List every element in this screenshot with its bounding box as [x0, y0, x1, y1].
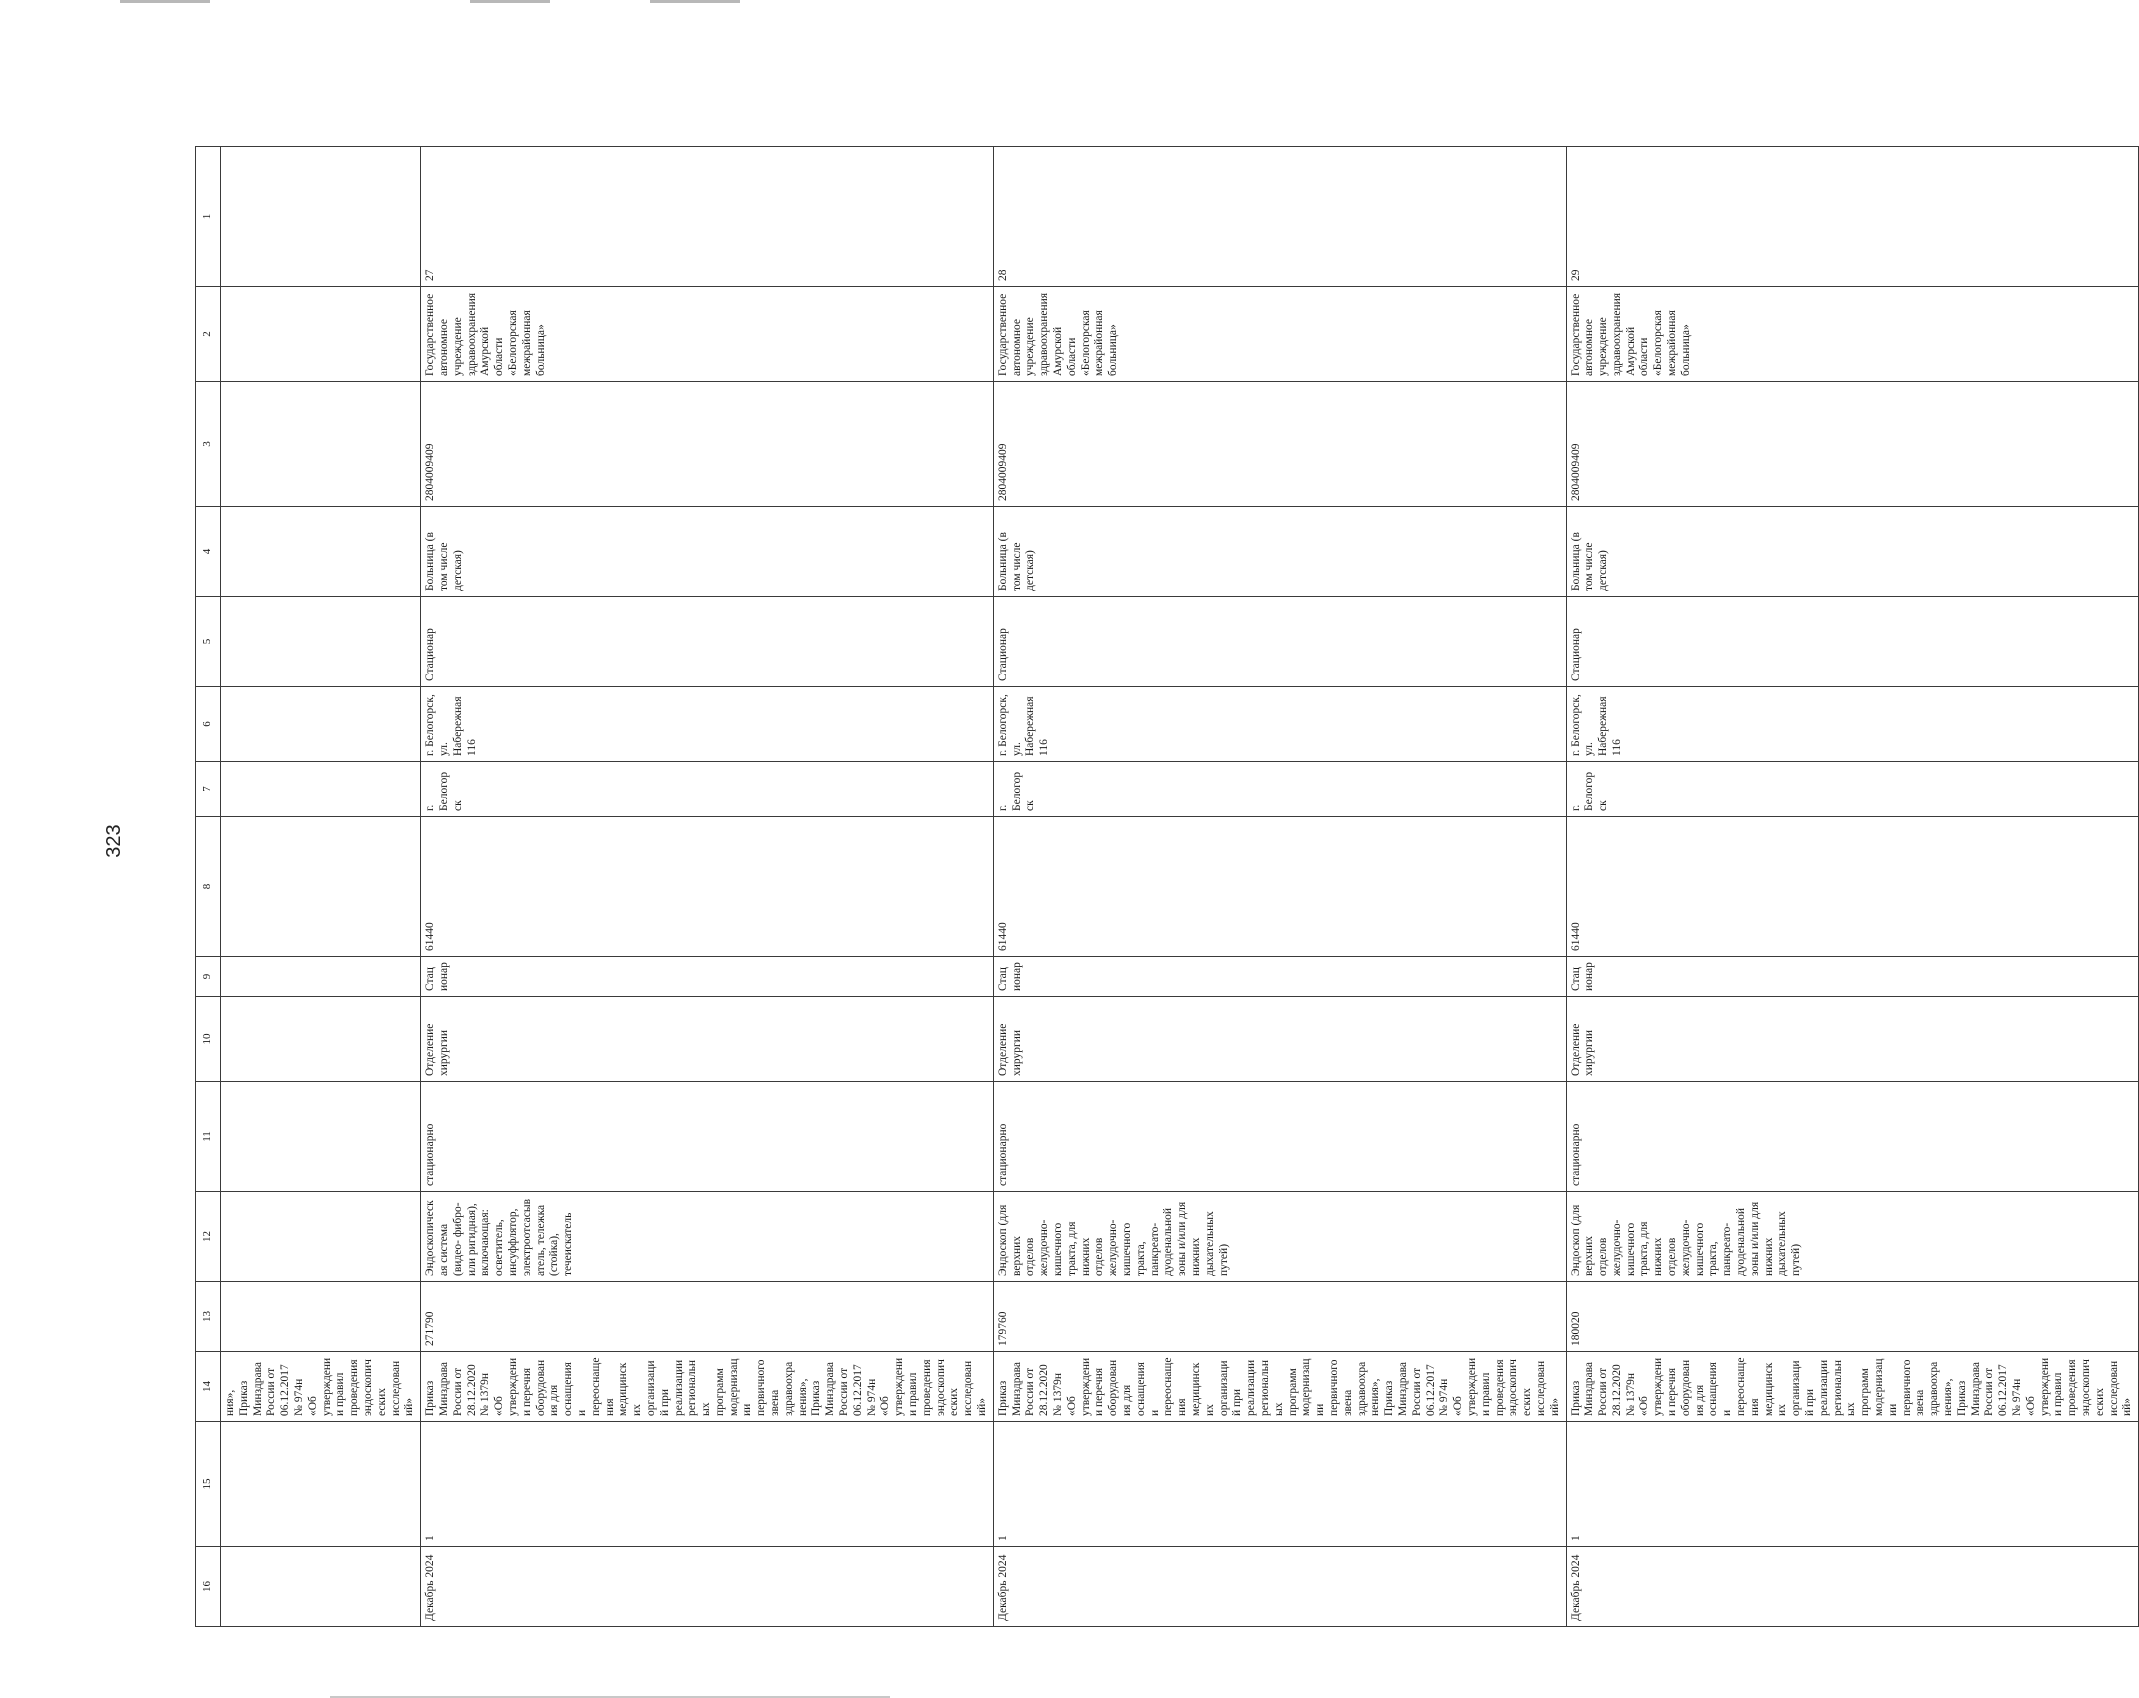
column-number: 11	[196, 1082, 221, 1192]
legal-basis-cell: Приказ Минздрава России от 28.12.2020 № 1379н «Об утверждении перечня оборудования для оснащения и переоснащения медицинских организаций при реализации региональных программ модернизации первичного звена здравоохранения», Приказ Минздрава России от 06.12.2017 № 974н «Об утверждении правил проведения эндоскопических исследований»	[993, 1352, 1566, 1422]
equipment-table	[195, 146, 2139, 1627]
column-number: 13	[196, 1282, 221, 1352]
scan-artifact-top-left	[120, 0, 210, 3]
address-cell: г. Белогорск, ул. Набережная 116	[421, 687, 994, 762]
department-cell: Отделение хирургии	[993, 997, 1566, 1082]
table-row	[421, 147, 994, 1627]
deadline-cell: Декабрь 2024	[1566, 1547, 2139, 1627]
department-cell: Отделение хирургии	[421, 997, 994, 1082]
subtype-cell: Стационар	[993, 597, 1566, 687]
population-cell: 61440	[421, 817, 994, 957]
deadline-cell: Декабрь 2024	[993, 1547, 1566, 1627]
continuation-row	[221, 147, 421, 1627]
care-form-cell: стационарно	[993, 1082, 1566, 1192]
care-form-cell: стационарно	[421, 1082, 994, 1192]
scan-artifact-top-center	[470, 0, 550, 3]
column-number: 2	[196, 287, 221, 382]
equipment-cell: Эндоскопическая система (видео- фибро- или ригидная), включающая: осветитель, инсуффлятор, электроотсасыватель, тележка (стойка), течеискатель	[421, 1192, 994, 1282]
cost-cell: 180020	[1566, 1282, 2139, 1352]
city-cell: г. Белогорск	[993, 762, 1566, 817]
type-cell: Больница (в том числе детская)	[1566, 507, 2139, 597]
row-number-cell: 29	[1566, 147, 2139, 287]
column-number: 8	[196, 817, 221, 957]
city-cell: г. Белогорск	[421, 762, 994, 817]
rotated-table-sheet	[195, 147, 2134, 1627]
column-number: 3	[196, 382, 221, 507]
department-cell: Отделение хирургии	[1566, 997, 2139, 1082]
column-number: 10	[196, 997, 221, 1082]
column-number: 9	[196, 957, 221, 997]
care-condition-cell: Стационар	[993, 957, 1566, 997]
subtype-cell: Стационар	[1566, 597, 2139, 687]
column-number: 7	[196, 762, 221, 817]
page-number: 323	[103, 824, 125, 858]
type-cell: Больница (в том числе детская)	[421, 507, 994, 597]
inn-cell: 2804009409	[993, 382, 1566, 507]
column-number: 14	[196, 1352, 221, 1422]
legal-basis-cell: Приказ Минздрава России от 28.12.2020 № 1379н «Об утверждении перечня оборудования для оснащения и переоснащения медицинских организаций при реализации региональных программ модернизации первичного звена здравоохранения», Приказ Минздрава России от 06.12.2017 № 974н «Об утверждении правил проведения эндоскопических исследований»	[421, 1352, 994, 1422]
deadline-cell: Декабрь 2024	[421, 1547, 994, 1627]
care-condition-cell: Стационар	[1566, 957, 2139, 997]
column-number: 1	[196, 147, 221, 287]
column-number: 5	[196, 597, 221, 687]
organization-cell: Государственное автономное учреждение здравоохранения Амурской области «Белогорская межрайонная больница»	[993, 287, 1566, 382]
equipment-cell: Эндоскоп (для верхних отделов желудочно-кишечного тракта, для нижних отделов желудочно-кишечного тракта, панкреато-дуоденальной зоны и/или для нижних дыхательных путей)	[993, 1192, 1566, 1282]
organization-cell: Государственное автономное учреждение здравоохранения Амурской области «Белогорская межрайонная больница»	[421, 287, 994, 382]
care-form-cell: стационарно	[1566, 1082, 2139, 1192]
legal-basis-cell: Приказ Минздрава России от 28.12.2020 № 1379н «Об утверждении перечня оборудования для оснащения и переоснащения медицинских организаций при реализации региональных программ модернизации первичного звена здравоохранения», Приказ Минздрава России от 06.12.2017 № 974н «Об утверждении правил проведения эндоскопических исследований»	[1566, 1352, 2139, 1422]
legal-basis-continuation: ния», Приказ Минздрава России от 06.12.2017 № 974н «Об утверждении правил проведения эндоскопических исследований»	[221, 1352, 421, 1422]
inn-cell: 2804009409	[421, 382, 994, 507]
quantity-cell: 1	[993, 1422, 1566, 1547]
care-condition-cell: Стационар	[421, 957, 994, 997]
population-cell: 61440	[993, 817, 1566, 957]
cost-cell: 271790	[421, 1282, 994, 1352]
population-cell: 61440	[1566, 817, 2139, 957]
column-number: 16	[196, 1547, 221, 1627]
row-number-cell: 28	[993, 147, 1566, 287]
quantity-cell: 1	[1566, 1422, 2139, 1547]
address-cell: г. Белогорск, ул. Набережная 116	[1566, 687, 2139, 762]
row-number-cell: 27	[421, 147, 994, 287]
table-row	[993, 147, 1566, 1627]
column-number: 6	[196, 687, 221, 762]
equipment-cell: Эндоскоп (для верхних отделов желудочно-кишечного тракта, для нижних отделов желудочно-кишечного тракта, панкреато-дуоденальной зоны и/или для нижних дыхательных путей)	[1566, 1192, 2139, 1282]
inn-cell: 2804009409	[1566, 382, 2139, 507]
table-row	[1566, 147, 2139, 1627]
address-cell: г. Белогорск, ул. Набережная 116	[993, 687, 1566, 762]
city-cell: г. Белогорск	[1566, 762, 2139, 817]
column-number: 4	[196, 507, 221, 597]
scan-artifact-top-right	[650, 0, 740, 3]
type-cell: Больница (в том числе детская)	[993, 507, 1566, 597]
cost-cell: 179760	[993, 1282, 1566, 1352]
organization-cell: Государственное автономное учреждение здравоохранения Амурской области «Белогорская межрайонная больница»	[1566, 287, 2139, 382]
subtype-cell: Стационар	[421, 597, 994, 687]
column-number: 15	[196, 1422, 221, 1547]
quantity-cell: 1	[421, 1422, 994, 1547]
column-number: 12	[196, 1192, 221, 1282]
column-number-header-row	[196, 147, 221, 1627]
